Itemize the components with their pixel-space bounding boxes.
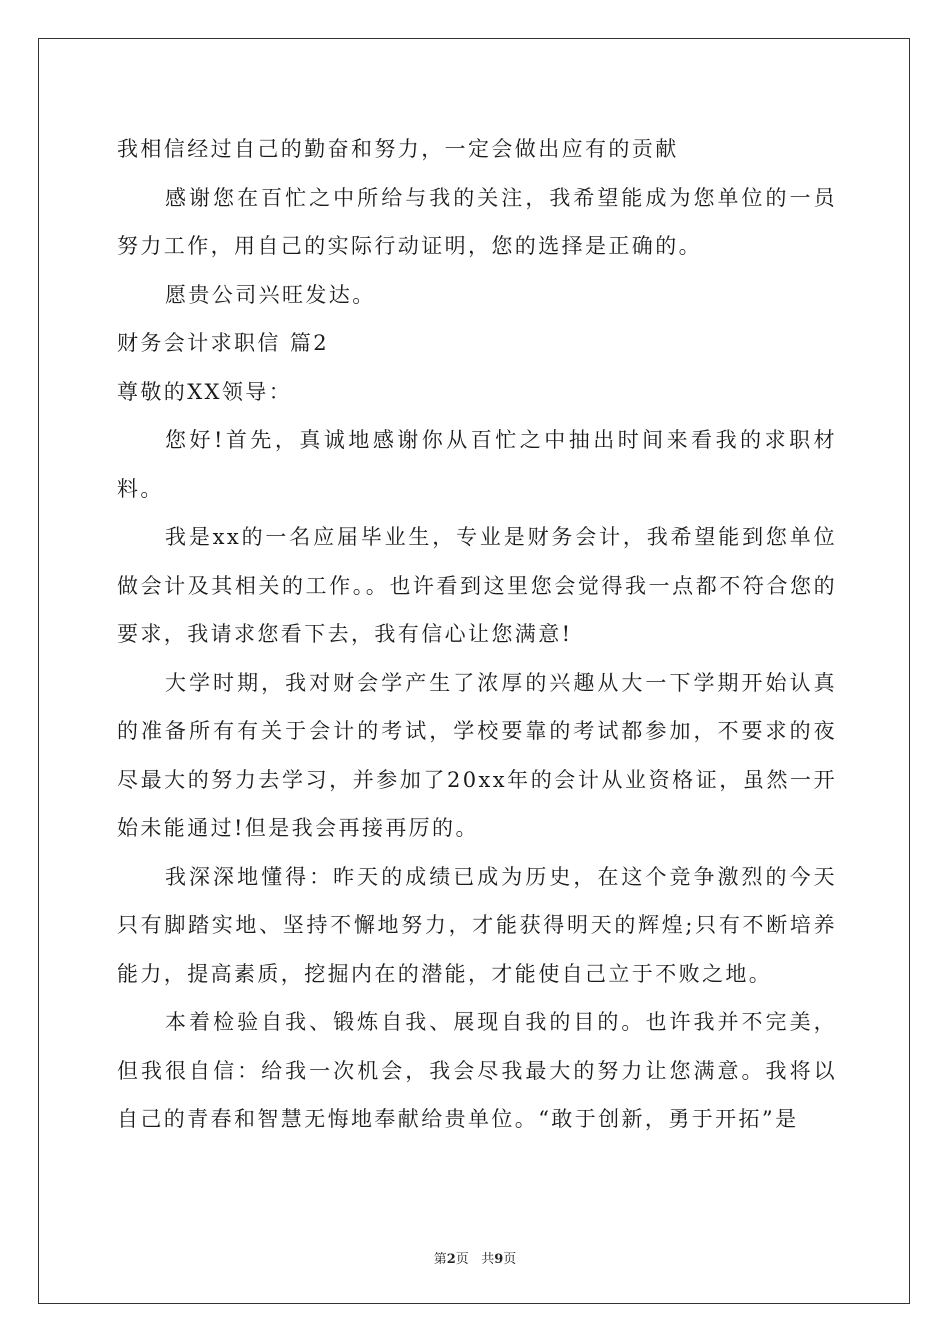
salutation: 尊敬的XX领导： [117,379,293,404]
paragraph-introduction: 我是xx的一名应届毕业生，专业是财务会计，我希望能到您单位做会计及其相关的工作。。也许看到这里您会觉得我一点都不符合您的要求，我请求您看下去，我有信心让您满意! [117,525,837,646]
paragraph-thanks: 感谢您在百忙之中所给与我的关注，我希望能成为您单位的一员努力工作，用自己的实际行动证明，您的选择是正确的。 [117,185,837,258]
page-suffix: 页 [455,1252,469,1267]
section-heading: 财务会计求职信 篇2 [117,331,330,355]
total-pages: 9 [494,1252,504,1267]
page-prefix: 第 [433,1252,447,1267]
page-footer [0,1248,950,1267]
paragraph-university: 大学时期，我对财会学产生了浓厚的兴趣从大一下学期开始认真的准备所有有关于会计的考试，学校要靠的考试都参加，不要求的夜尽最大的努力去学习，并参加了20xx年的会计从业资格证，虽然一开始未能通过!但是我会再接再厉的。 [117,670,837,840]
paragraph-greeting: 您好!首先，真诚地感谢你从百忙之中抽出时间来看我的求职材料。 [117,428,837,501]
document-body [117,125,837,1144]
page-number: 2 [446,1252,456,1267]
paragraph-closing-line: 我相信经过自己的勤奋和努力，一定会做出应有的贡献 [117,137,679,161]
paragraph-wish: 愿贵公司兴旺发达。 [165,282,376,307]
paragraph-understanding: 我深深地懂得：昨天的成绩已成为历史，在这个竞争激烈的今天只有脚踏实地、坚持不懈地努力，才能获得明天的辉煌;只有不断培养能力，提高素质，挖掘内在的潜能，才能使自己立于不败之地。 [117,864,837,986]
total-suffix: 页 [503,1252,517,1267]
total-prefix: 共 [481,1252,495,1267]
paragraph-purpose: 本着检验自我、锻炼自我、展现自我的目的。也许我并不完美，但我很自信：给我一次机会，我会尽我最大的努力让您满意。我将以自己的青春和智慧无悔地奉献给贵单位。“敢于创新，勇于开拓”是 [117,1010,837,1131]
